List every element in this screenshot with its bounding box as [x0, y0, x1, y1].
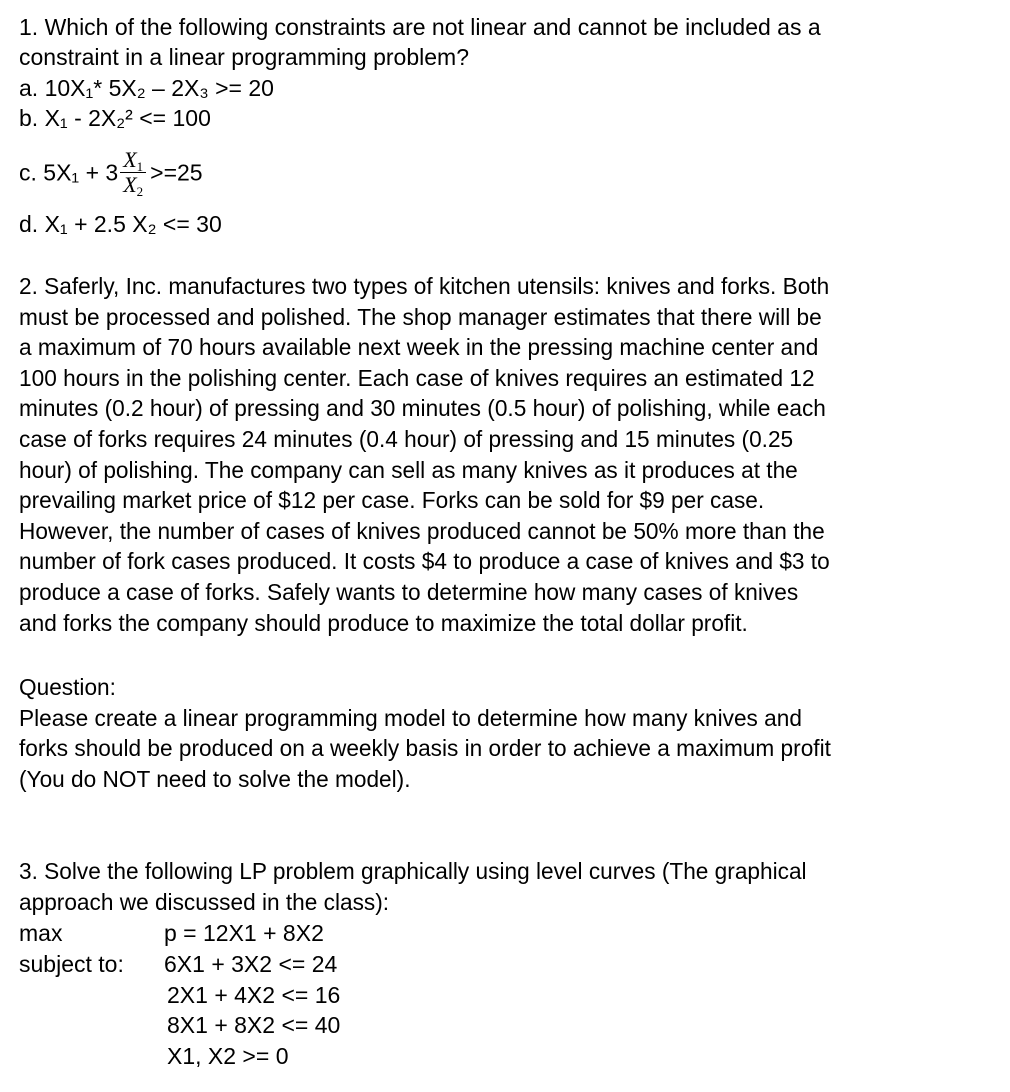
- q2-line: prevailing market price of $12 per case. Forks can be sold for $9 per case.: [19, 487, 765, 514]
- constraint-nonnegativity: X1, X2 >= 0: [167, 1043, 289, 1069]
- q3-prompt-line-1: 3. Solve the following LP problem graphically using level curves (The graphical: [19, 858, 807, 884]
- q1-option-b: [19, 103, 211, 133]
- q2-line: case of forks requires 24 minutes (0.4 hour) of pressing and 15 minutes (0.25: [19, 425, 794, 452]
- objective-function: p = 12X1 + 8X2: [164, 920, 324, 946]
- fraction-numerator: [120, 148, 146, 173]
- q2-line: minutes (0.2 hour) of pressing and 30 minutes (0.5 hour) of polishing, while each: [19, 395, 826, 422]
- objective-label: max: [19, 920, 63, 946]
- option-d-text: X₁ + 2.5 X₂ <= 30: [44, 211, 222, 237]
- q2-line: number of fork cases produced. It costs $4 to produce a case of knives and $3 to: [19, 548, 830, 575]
- option-d-label: d.: [19, 211, 45, 237]
- option-b-text: X₁ - 2X₂² <= 100: [44, 105, 211, 131]
- question-line: Please create a linear programming model to determine how many knives and: [19, 704, 802, 731]
- q2-line: a maximum of 70 hours available next week in the pressing machine center and: [19, 334, 819, 361]
- q2-paragraph: [19, 271, 994, 638]
- q1-option-c: [19, 147, 203, 199]
- option-c-lhs: 5X₁ + 3: [43, 159, 119, 186]
- q2-line: 2. Saferly, Inc. manufactures two types of kitchen utensils: knives and forks. Both: [19, 273, 830, 299]
- q1-prompt-line-1: 1. Which of the following constraints are not linear and cannot be included as a: [19, 14, 821, 40]
- q2-line: 100 hours in the polishing center. Each case of knives requires an estimated 12: [19, 364, 815, 391]
- constraint-3: 8X1 + 8X2 <= 40: [167, 1012, 341, 1038]
- q1-option-d: [19, 209, 222, 239]
- question-heading: Question:: [19, 674, 116, 700]
- denominator-sub: 2: [136, 184, 144, 199]
- constraint-1: 6X1 + 3X2 <= 24: [164, 951, 338, 977]
- q2-line: must be processed and polished. The shop manager estimates that there will be: [19, 303, 822, 330]
- fraction-denominator: [120, 173, 146, 197]
- q2-line: However, the number of cases of knives produced cannot be 50% more than the: [19, 517, 825, 544]
- option-a-label: a.: [19, 75, 45, 101]
- q1-option-a: [19, 73, 274, 103]
- constraint-2: 2X1 + 4X2 <= 16: [167, 982, 341, 1008]
- numerator-var: X: [123, 147, 137, 172]
- option-c-rhs: >=25: [150, 159, 203, 186]
- q2-line: hour) of polishing. The company can sell as many knives as it produces at the: [19, 456, 798, 483]
- constraints-label: subject to:: [19, 951, 124, 977]
- q2-line: produce a case of forks. Safely wants to determine how many cases of knives: [19, 578, 799, 605]
- q3-prompt-line-2: approach we discussed in the class):: [19, 888, 390, 915]
- q3-prompt: [19, 856, 994, 917]
- q1-prompt-line-2: constraint in a linear programming problem?: [19, 44, 469, 70]
- option-a-text: 10X₁* 5X₂ – 2X₃ >= 20: [44, 75, 274, 101]
- option-c-fraction: [120, 148, 146, 197]
- question-line: forks should be produced on a weekly basis in order to achieve a maximum profit: [19, 735, 831, 762]
- option-b-label: b.: [19, 105, 45, 131]
- q2-line: and forks the company should produce to maximize the total dollar profit.: [19, 609, 748, 636]
- numerator-sub: 1: [136, 159, 144, 174]
- denominator-var: X: [123, 172, 137, 197]
- question-line: (You do NOT need to solve the model).: [19, 765, 411, 792]
- option-c-label: c.: [19, 159, 44, 186]
- q2-question: [19, 672, 994, 794]
